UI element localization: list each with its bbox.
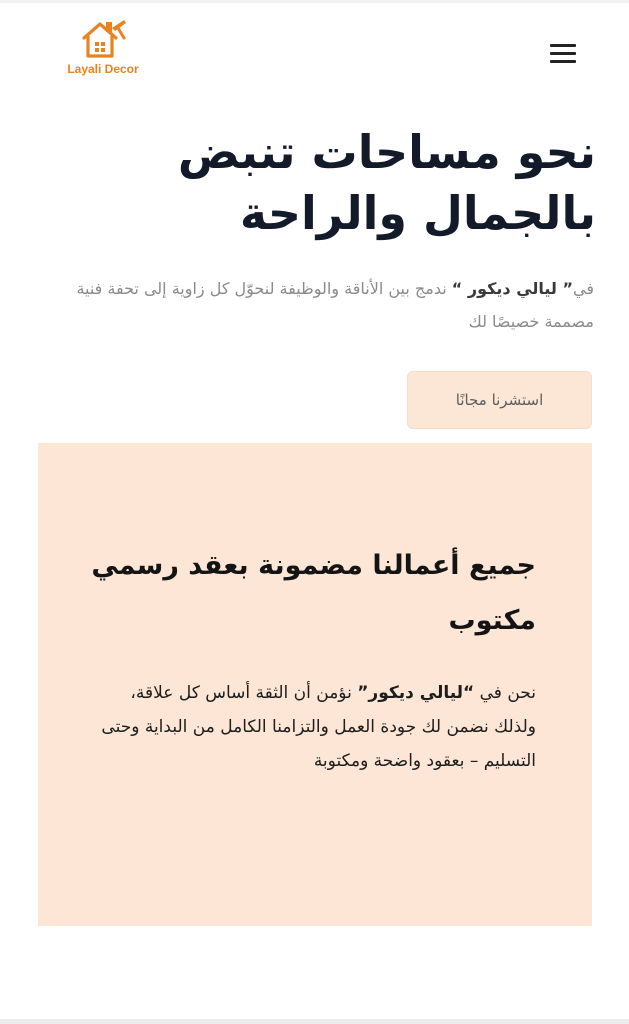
guarantee-body-prefix: نحن في bbox=[479, 683, 536, 703]
menu-bar bbox=[550, 60, 576, 63]
hamburger-menu-icon[interactable] bbox=[543, 38, 583, 70]
menu-bar bbox=[550, 44, 576, 47]
guarantee-title: جميع أعمالنا مضمونة بعقد رسمي مكتوب bbox=[91, 550, 536, 636]
menu-bar bbox=[550, 52, 576, 55]
brand-name: “ليالي ديكور” bbox=[357, 683, 475, 703]
bottom-divider bbox=[0, 1019, 629, 1024]
house-with-hammer-icon bbox=[78, 18, 128, 62]
hero-description-prefix: في bbox=[573, 279, 594, 298]
logo-text: Layali Decor bbox=[67, 62, 139, 76]
guarantee-card bbox=[38, 443, 592, 926]
hero-title: نحو مساحات تنبض بالجمال والراحة bbox=[177, 125, 596, 240]
hero-description bbox=[38, 272, 594, 338]
guarantee-body-suffix: نؤمن أن الثقة أساس كل علاقة، ولذلك نضمن لك جودة العمل والتزامنا الكامل من البداية وحتى التسليم – بعقود واضحة ومكتوبة bbox=[101, 683, 536, 771]
top-divider bbox=[0, 0, 629, 3]
guarantee-body bbox=[90, 676, 536, 778]
brand-name: ” ليالي ديكور “ bbox=[451, 279, 574, 298]
site-logo[interactable] bbox=[58, 16, 148, 80]
hero-description-suffix: ندمج بين الأناقة والوظيفة لنحوّل كل زاوية إلى تحفة فنية مصممة خصيصًا لك bbox=[76, 279, 594, 331]
free-consultation-button[interactable]: استشرنا مجانًا bbox=[407, 371, 592, 429]
